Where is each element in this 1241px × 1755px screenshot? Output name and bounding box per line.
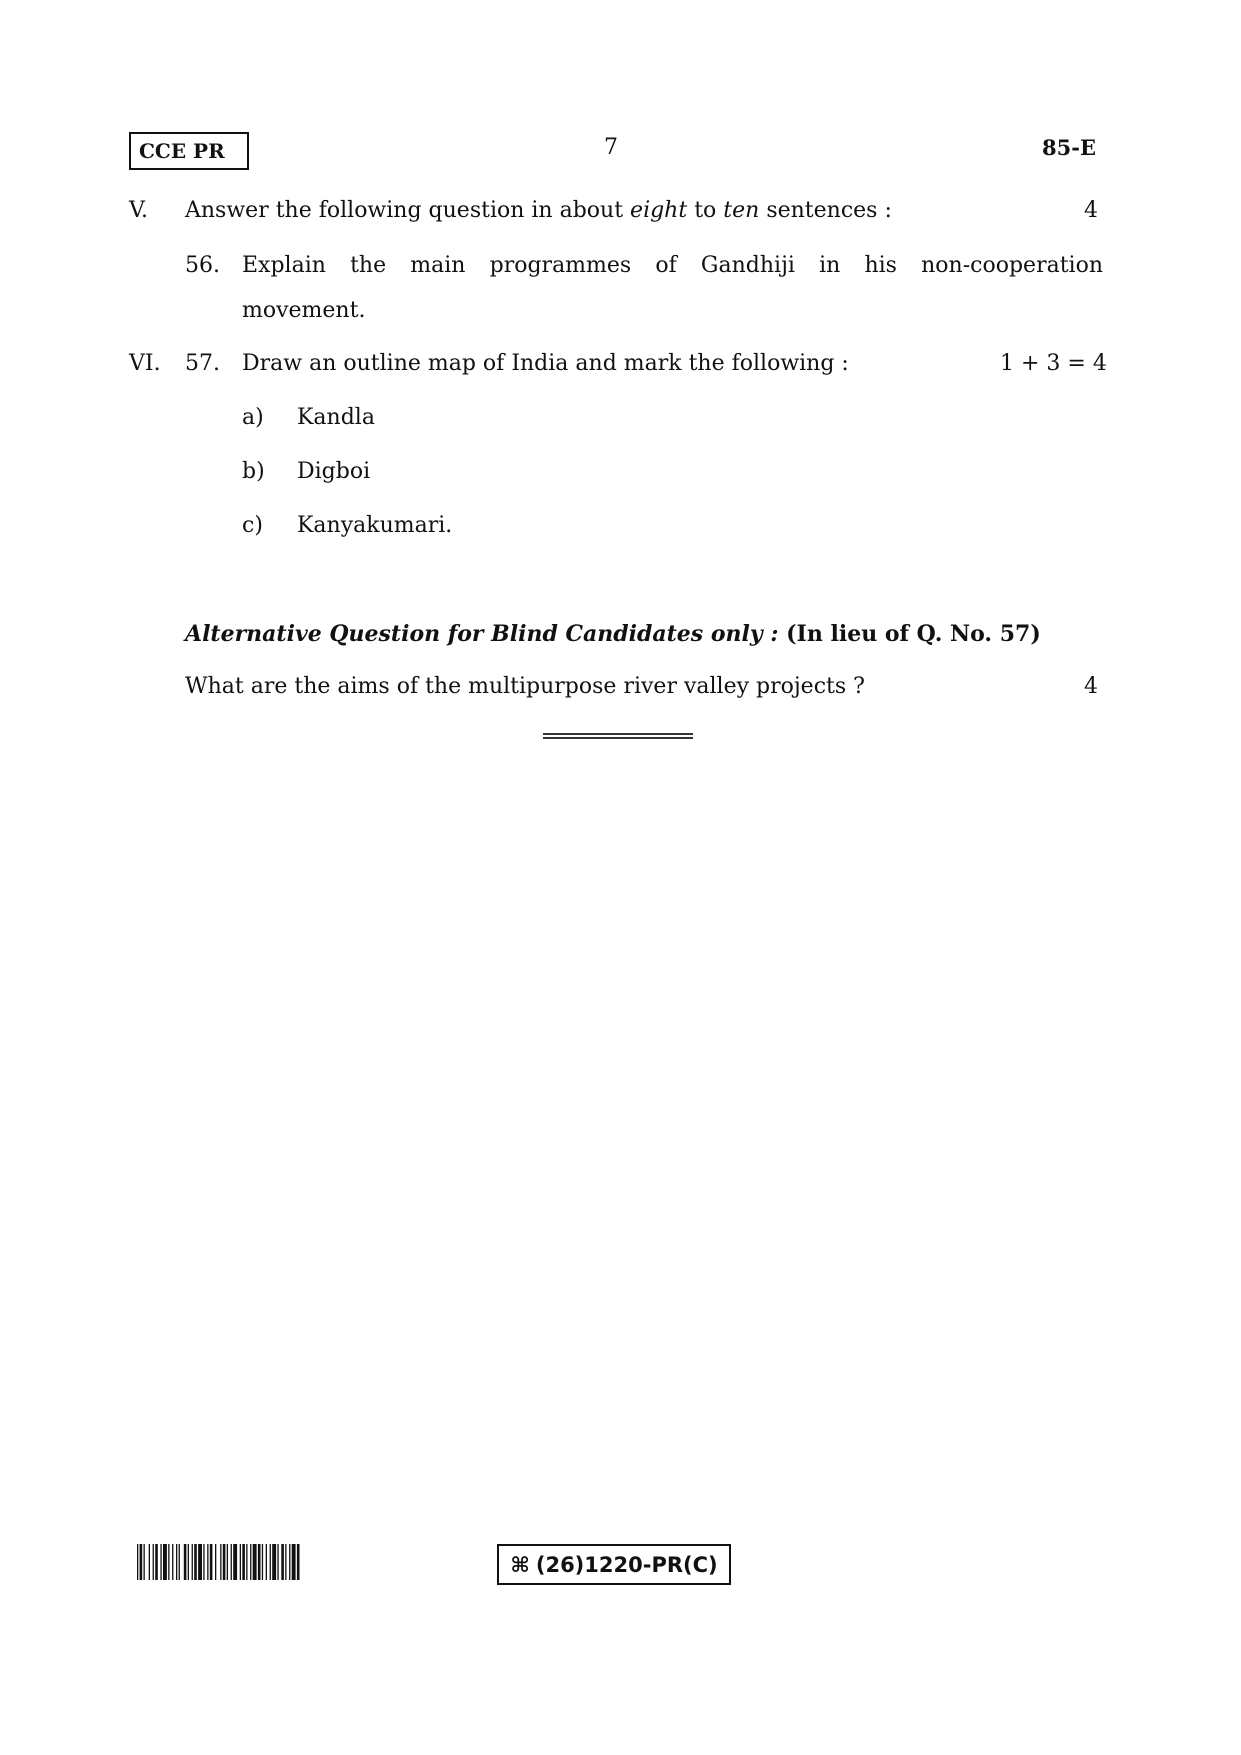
page-number: 7 [604, 135, 618, 160]
blind-alternative-heading [185, 620, 1041, 648]
barcode-bar [160, 1544, 161, 1580]
barcode-bar [163, 1544, 167, 1580]
section-v-marks: 4 [1084, 198, 1098, 223]
question-57-text: Draw an outline map of India and mark the following : [242, 351, 849, 376]
barcode-bar [210, 1544, 213, 1580]
barcode-bar [297, 1544, 300, 1580]
barcode-bar [223, 1544, 226, 1580]
barcode [137, 1544, 419, 1580]
barcode-bar [240, 1544, 241, 1580]
barcode-bar [277, 1544, 278, 1580]
barcode-bar [266, 1544, 267, 1580]
barcode-bar [270, 1544, 271, 1580]
item-c-label: c) [242, 513, 263, 538]
barcode-bar [194, 1544, 197, 1580]
section-v-instruction [185, 197, 892, 225]
question-56-number: 56. [185, 253, 220, 278]
barcode-bar [215, 1544, 216, 1580]
barcode-bar [281, 1544, 284, 1580]
end-rule [543, 733, 693, 739]
item-a-label: a) [242, 405, 264, 430]
header-left-code: CCE PR [139, 139, 225, 163]
barcode-bar [168, 1544, 169, 1580]
barcode-bar [153, 1544, 154, 1580]
barcode-bar [246, 1544, 247, 1580]
barcode-bar [262, 1544, 263, 1580]
item-b-label: b) [242, 459, 265, 484]
barcode-bar [137, 1544, 138, 1580]
barcode-bar [285, 1544, 286, 1580]
item-a-text: Kandla [297, 405, 375, 430]
item-c-text: Kanyakumari. [297, 513, 453, 538]
barcode-bar [289, 1544, 290, 1580]
barcode-bar [203, 1544, 204, 1580]
barcode-bar [258, 1544, 261, 1580]
footer-code: (26)1220-PR(C) [535, 1552, 718, 1577]
barcode-bar [140, 1544, 143, 1580]
barcode-bar [176, 1544, 177, 1580]
section-v-numeral: V. [129, 198, 149, 223]
barcode-bar [184, 1544, 187, 1580]
barcode-bar [250, 1544, 251, 1580]
question-57-number: 57. [185, 351, 220, 376]
question-56-line1: Explain the main programmes of Gandhiji in his non-cooperation [242, 253, 1103, 278]
instruction-to: to [694, 198, 717, 223]
barcode-bar [149, 1544, 150, 1580]
footer-code-box [497, 1544, 731, 1585]
instruction-eight: eight [630, 198, 688, 223]
barcode-bar [231, 1544, 232, 1580]
paper-code: 85-E [1042, 135, 1096, 160]
barcode-bar [192, 1544, 193, 1580]
barcode-bar [233, 1544, 237, 1580]
barcode-bar [155, 1544, 158, 1580]
barcode-bar [198, 1544, 202, 1580]
instruction-end: sentences : [766, 198, 892, 223]
barcode-bar [227, 1544, 228, 1580]
barcode-bar [272, 1544, 276, 1580]
command-symbol-icon: ⌘ [510, 1552, 530, 1577]
barcode-bar [292, 1544, 296, 1580]
question-56-line2: movement. [242, 298, 366, 323]
instruction-ten: ten [723, 198, 760, 223]
instruction-start: Answer the following question in about [185, 198, 624, 223]
blind-heading-italic: Alternative Question for Blind Candidates only : [185, 621, 779, 647]
question-57-marks: 1 + 3 = 4 [1000, 351, 1107, 376]
barcode-bar [207, 1544, 208, 1580]
blind-alternative-marks: 4 [1084, 674, 1098, 699]
barcode-bar [188, 1544, 189, 1580]
header-code-box [129, 132, 249, 170]
barcode-bar [220, 1544, 221, 1580]
item-b-text: Digboi [297, 459, 371, 484]
section-vi-numeral: VI. [129, 351, 161, 376]
barcode-bar [179, 1544, 180, 1580]
barcode-bar [253, 1544, 257, 1580]
barcode-bar [144, 1544, 145, 1580]
barcode-bar [172, 1544, 173, 1580]
blind-heading-plain: (In lieu of Q. No. 57) [786, 621, 1041, 647]
blind-alternative-question: What are the aims of the multipurpose river valley projects ? [185, 674, 865, 699]
barcode-bar [242, 1544, 245, 1580]
